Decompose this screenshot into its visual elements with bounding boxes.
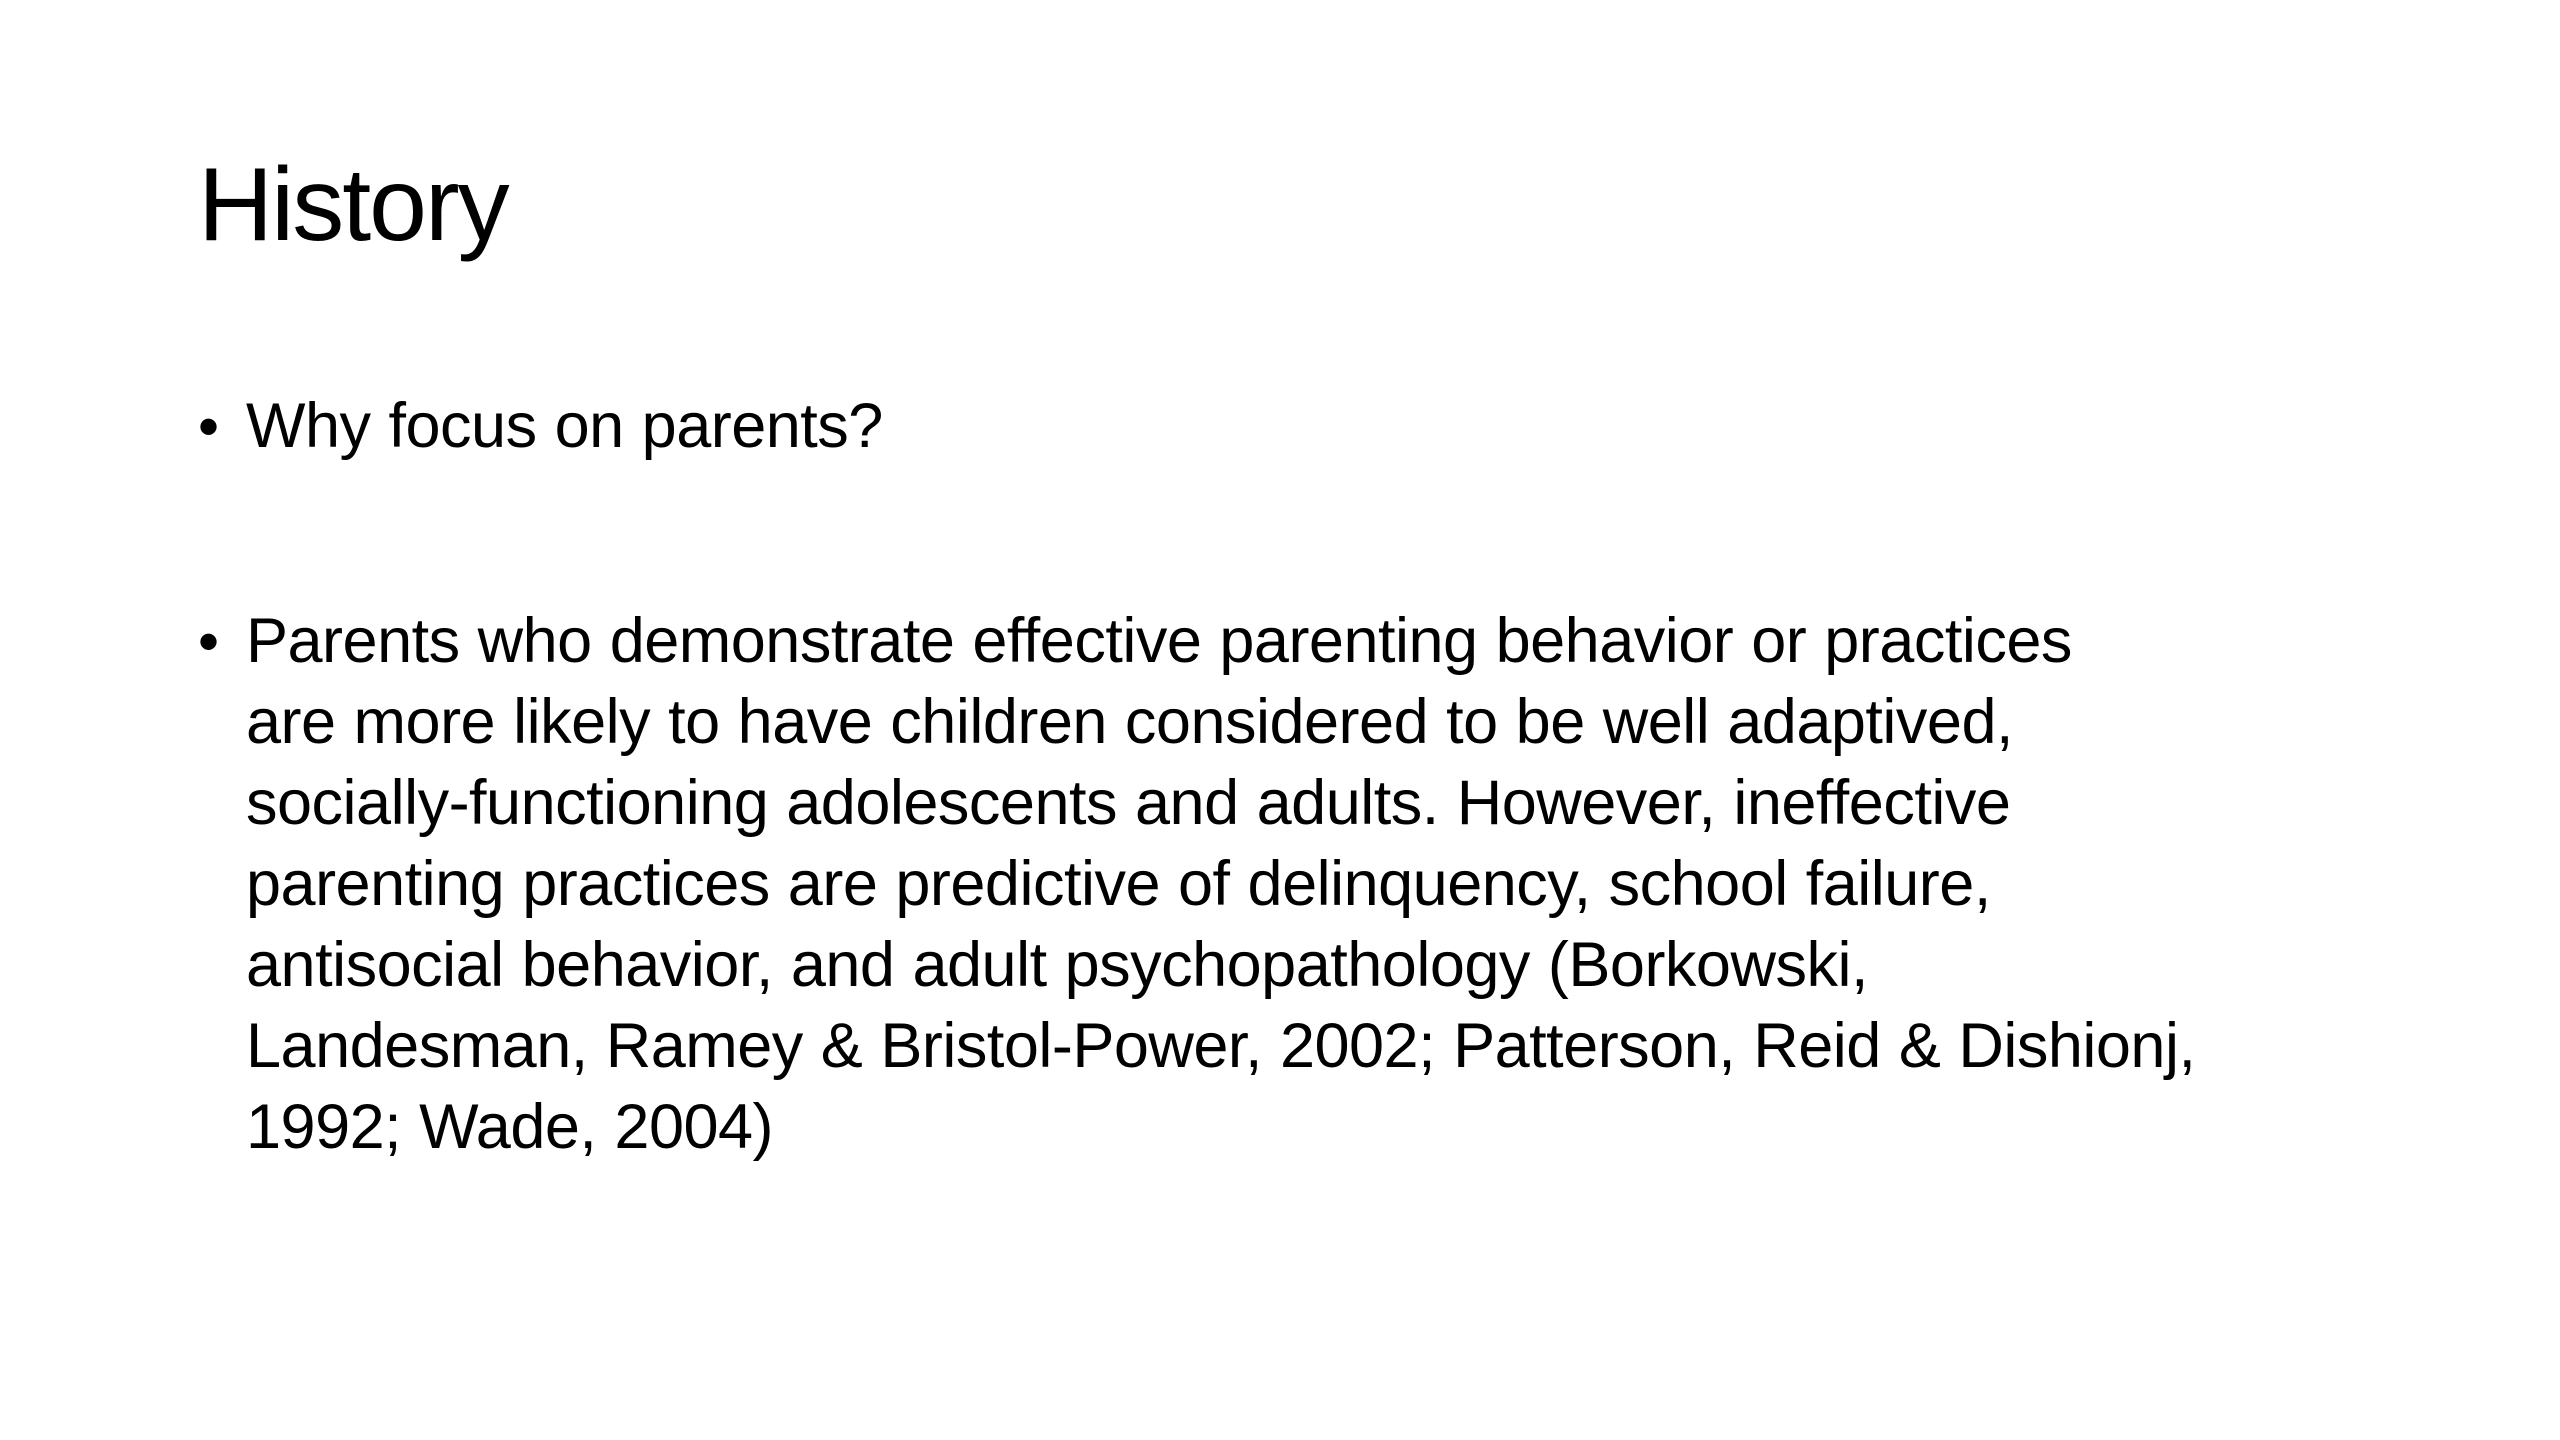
bullet-text bbox=[246, 601, 2398, 1168]
bullet-line: are more likely to have children considered to be well adaptived, bbox=[246, 687, 2014, 757]
slide-title: History bbox=[198, 147, 508, 263]
bullet-line: 1992; Wade, 2004) bbox=[246, 1092, 774, 1162]
bullet-icon: • bbox=[198, 608, 219, 675]
bullet-line: parenting practices are predictive of delinquency, school failure, bbox=[246, 849, 1991, 919]
bullet-line: Landesman, Ramey & Bristol-Power, 2002; Patterson, Reid & Dishionj, bbox=[246, 1011, 2196, 1081]
bullet-text bbox=[246, 386, 2398, 467]
bullet-line: Parents who demonstrate effective parenting behavior or practices bbox=[246, 606, 2072, 676]
bullet-item-parenting-effects bbox=[198, 601, 2398, 1168]
bullet-item-why-focus bbox=[198, 386, 2398, 467]
bullet-line: Why focus on parents? bbox=[246, 391, 883, 461]
bullet-list bbox=[198, 386, 2398, 1168]
bullet-line: socially-functioning adolescents and adults. However, ineffective bbox=[246, 768, 2011, 838]
bullet-line: antisocial behavior, and adult psychopathology (Borkowski, bbox=[246, 930, 1868, 1000]
bullet-icon: • bbox=[198, 393, 219, 460]
